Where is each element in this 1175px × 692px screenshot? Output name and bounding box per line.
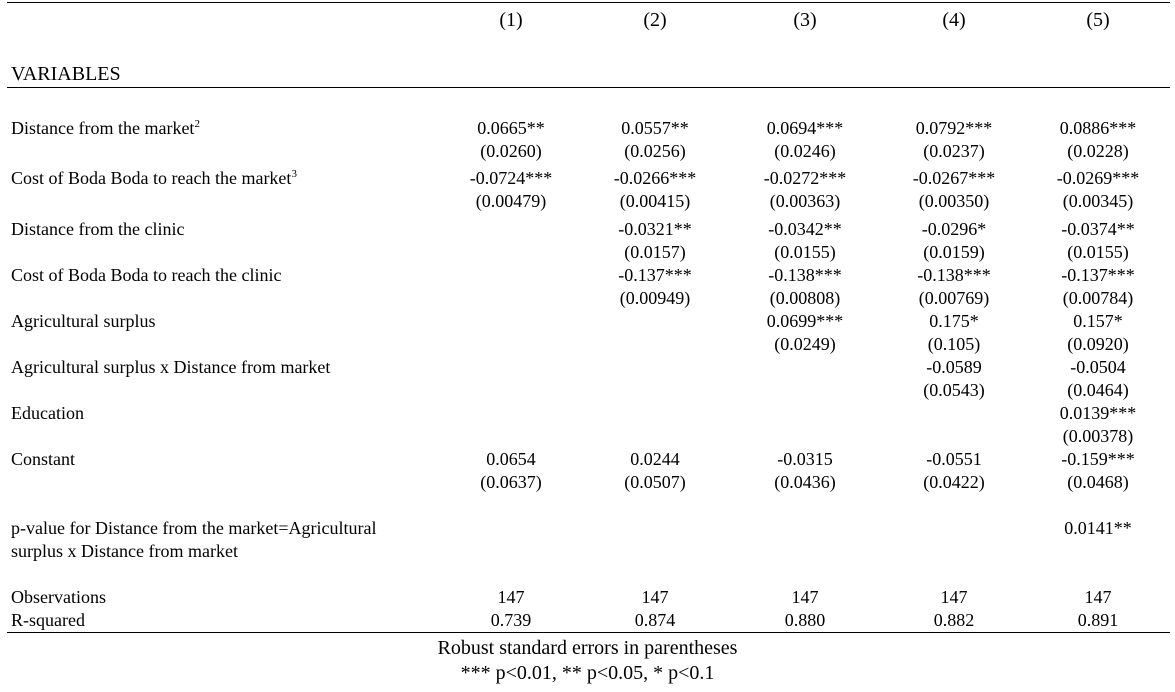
standard-error-cell: (0.00378) [1062, 426, 1134, 446]
standard-error-cell: (0.00345) [1062, 191, 1134, 211]
observations-col2: 147 [641, 587, 669, 607]
row-label [11, 117, 200, 140]
standard-error-cell: (0.00363) [769, 191, 841, 211]
bottom-rule [7, 632, 1170, 633]
coefficient-cell: 0.0886*** [1059, 118, 1137, 138]
r-squared-col5: 0.891 [1077, 610, 1119, 630]
coefficient-cell: -0.0551 [926, 449, 982, 469]
coefficient-cell: -0.0315 [777, 449, 833, 469]
r-squared-col1: 0.739 [490, 610, 532, 630]
coefficient-cell: -0.138*** [917, 265, 991, 285]
standard-error-cell: (0.0157) [624, 242, 686, 262]
coefficient-cell: -0.0342** [768, 219, 842, 239]
coefficient-cell: -0.0504 [1070, 357, 1126, 377]
standard-error-cell: (0.00350) [918, 191, 990, 211]
row-label [11, 402, 84, 425]
coefficient-cell: -0.0269*** [1056, 168, 1140, 188]
standard-error-cell: (0.00415) [619, 191, 691, 211]
coefficient-cell: -0.159*** [1061, 449, 1135, 469]
r-squared-col4: 0.882 [933, 610, 975, 630]
pvalue-label-line1: p-value for Distance from the market=Agricultural [11, 518, 377, 538]
row-label-text: Agricultural surplus x Distance from market [11, 357, 331, 377]
standard-error-cell: (0.0637) [480, 472, 542, 492]
observations-col1: 147 [497, 587, 525, 607]
coefficient-cell: 0.0665** [477, 118, 545, 138]
standard-error-cell: (0.0507) [624, 472, 686, 492]
column-header-3: (3) [793, 9, 817, 31]
row-label-text: Distance from the clinic [11, 219, 185, 239]
column-header-1: (1) [499, 9, 523, 31]
coefficient-cell: 0.0654 [486, 449, 536, 469]
coefficient-cell: 0.0694*** [766, 118, 844, 138]
coefficient-cell: -0.0374** [1061, 219, 1135, 239]
coefficient-cell: -0.137*** [618, 265, 692, 285]
column-header-5: (5) [1086, 9, 1110, 31]
standard-error-cell: (0.105) [927, 334, 981, 354]
coefficient-cell: -0.0266*** [613, 168, 697, 188]
row-label-text: Education [11, 403, 84, 423]
coefficient-cell: -0.0724*** [469, 168, 553, 188]
observations-col4: 147 [940, 587, 968, 607]
coefficient-cell: 0.0699*** [766, 311, 844, 331]
observations-label: Observations [11, 587, 106, 607]
variables-header: VARIABLES [11, 63, 121, 85]
coefficient-cell: 0.157* [1073, 311, 1123, 331]
standard-error-cell: (0.0228) [1067, 141, 1129, 161]
row-label [11, 264, 281, 287]
row-label [11, 218, 184, 241]
standard-error-cell: (0.00949) [619, 288, 691, 308]
row-label [11, 310, 155, 333]
column-header-2: (2) [643, 9, 667, 31]
standard-error-cell: (0.0256) [624, 141, 686, 161]
coefficient-cell: -0.0272*** [763, 168, 847, 188]
row-label [11, 167, 297, 190]
pvalue-col5: 0.0141** [1064, 518, 1132, 538]
observations-col3: 147 [791, 587, 819, 607]
footnote-marker: 3 [291, 168, 297, 180]
top-rule [7, 2, 1170, 3]
standard-error-cell: (0.0159) [923, 242, 985, 262]
coefficient-cell: -0.137*** [1061, 265, 1135, 285]
row-label-text: Cost of Boda Boda to reach the market [11, 168, 292, 188]
coefficient-cell: -0.0321** [618, 219, 692, 239]
standard-error-cell: (0.00769) [918, 288, 990, 308]
standard-error-cell: (0.0920) [1067, 334, 1129, 354]
notes-line1: Robust standard errors in parentheses [437, 637, 738, 659]
standard-error-cell: (0.00808) [769, 288, 841, 308]
standard-error-cell: (0.00784) [1062, 288, 1134, 308]
column-header-4: (4) [942, 9, 966, 31]
coefficient-cell: 0.0139*** [1059, 403, 1137, 423]
row-label-text: Agricultural surplus [11, 311, 156, 331]
r-squared-col3: 0.880 [784, 610, 826, 630]
r-squared-label: R-squared [11, 610, 85, 630]
standard-error-cell: (0.0464) [1067, 380, 1129, 400]
coefficient-cell: 0.0557** [621, 118, 689, 138]
pvalue-label-line2: surplus x Distance from market [11, 541, 238, 561]
row-label [11, 356, 330, 379]
coefficient-cell: 0.0792*** [915, 118, 993, 138]
notes-line2: *** p<0.01, ** p<0.05, * p<0.1 [460, 662, 715, 684]
row-label-text: Distance from the market [11, 118, 195, 138]
coefficient-cell: -0.0296* [921, 219, 987, 239]
standard-error-cell: (0.0246) [774, 141, 836, 161]
coefficient-cell: 0.175* [929, 311, 979, 331]
header-rule [7, 87, 1170, 88]
r-squared-col2: 0.874 [634, 610, 676, 630]
standard-error-cell: (0.0468) [1067, 472, 1129, 492]
coefficient-cell: -0.0589 [926, 357, 982, 377]
standard-error-cell: (0.0543) [923, 380, 985, 400]
standard-error-cell: (0.0237) [923, 141, 985, 161]
standard-error-cell: (0.0422) [923, 472, 985, 492]
standard-error-cell: (0.0155) [1067, 242, 1129, 262]
row-label-text: Constant [11, 449, 76, 469]
coefficient-cell: -0.0267*** [912, 168, 996, 188]
standard-error-cell: (0.0260) [480, 141, 542, 161]
standard-error-cell: (0.00479) [475, 191, 547, 211]
observations-col5: 147 [1084, 587, 1112, 607]
footnote-marker: 2 [194, 118, 200, 130]
row-label-text: Cost of Boda Boda to reach the clinic [11, 265, 282, 285]
standard-error-cell: (0.0249) [774, 334, 836, 354]
coefficient-cell: -0.138*** [768, 265, 842, 285]
standard-error-cell: (0.0155) [774, 242, 836, 262]
row-label [11, 448, 75, 471]
standard-error-cell: (0.0436) [774, 472, 836, 492]
coefficient-cell: 0.0244 [630, 449, 680, 469]
